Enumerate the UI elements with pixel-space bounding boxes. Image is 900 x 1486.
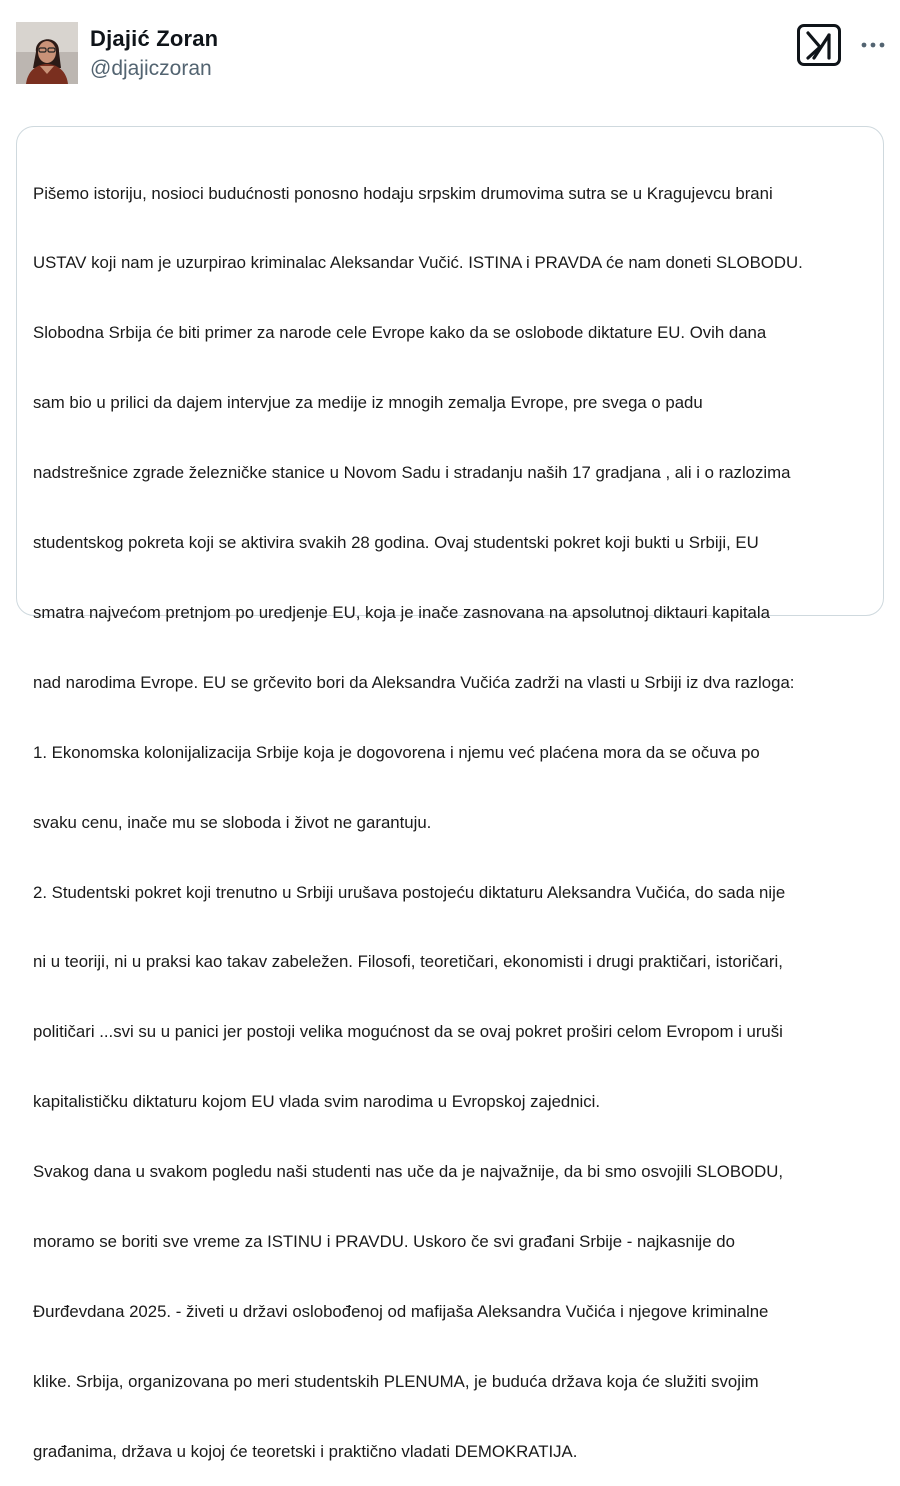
text-line: Pišemo istoriju, nosioci budućnosti ponosno hodaju srpskim drumovima sutra se u Kragujevcu brani (33, 183, 773, 203)
text-line: klike. Srbija, organizovana po meri studentskih PLENUMA, je buduća država koja će služiti svojim (33, 1371, 759, 1391)
display-name[interactable]: Djajić Zoran (90, 26, 219, 51)
text-line: Đurđevdana 2025. - živeti u državi oslobođenoj od mafijaša Aleksandra Vučića i njegove kriminalne (33, 1301, 769, 1321)
text-line: 2. Studentski pokret koji trenutno u Srbiji urušava postojeću diktaturu Aleksandra Vučića, do sada nije (33, 882, 786, 902)
text-line: nad narodima Evrope. EU se grčevito bori da Aleksandra Vučića zadrži na vlasti u Srbiji iz dva razloga: (33, 672, 795, 692)
grok-icon (800, 27, 838, 63)
text-line: građanima, država u kojoj će teoretski i praktično vladati DEMOKRATIJA. (33, 1441, 578, 1461)
handle[interactable]: @djajiczoran (90, 57, 212, 80)
grok-button[interactable] (797, 24, 841, 66)
quoted-text-body (33, 135, 869, 1486)
text-line: moramo se boriti sve vreme za ISTINU i PRAVDU. Uskoro če svi građani Srbije - najkasnije do (33, 1231, 735, 1251)
more-horizontal-icon (858, 30, 888, 60)
text-line: smatra najvećom pretnjom po uredjenje EU, koja je inače zasnovana na apsolutnoj diktauri kapitala (33, 602, 770, 622)
text-line: sam bio u prilici da dajem intervjue za medije iz mnogih zemalja Evrope, pre svega o padu (33, 393, 703, 413)
more-options-button[interactable] (858, 30, 888, 60)
avatar[interactable] (16, 22, 78, 84)
text-line: Svakog dana u svakom pogledu naši studenti nas uče da je najvažnije, da bi smo osvojili SLOBODU, (33, 1162, 783, 1182)
text-line: svaku cenu, inače mu se sloboda i život ne garantuju. (33, 812, 432, 832)
text-line: Slobodna Srbija će biti primer za narode cele Evrope kako da se oslobode diktature EU. Ovih dana (33, 323, 767, 343)
tweet-header (0, 0, 900, 100)
text-line: ni u teoriji, ni u praksi kao takav zabeležen. Filosofi, teoretičari, ekonomisti i drugi praktičari, istoričari, (33, 952, 783, 972)
text-line: političari ...svi su u panici jer postoji velika mogućnost da se ovaj pokret proširi celom Evropom i uruši (33, 1022, 783, 1042)
avatar-image (16, 22, 78, 84)
text-line: studentskog pokreta koji se aktivira svakih 28 godina. Ovaj studentski pokret koji bukti u Srbiji, EU (33, 533, 759, 553)
text-line: nadstrešnice zgrade železničke stanice u Novom Sadu i stradanju naših 17 gradjana , ali i o razlozima (33, 463, 791, 483)
text-line: USTAV koji nam je uzurpirao kriminalac Aleksandar Vučić. ISTINA i PRAVDA će nam doneti SLOBODU. (33, 253, 803, 273)
text-line: kapitalističku diktaturu kojom EU vlada svim narodima u Evropskoj zajednici. (33, 1092, 601, 1112)
text-line: 1. Ekonomska kolonijalizacija Srbije koja je dogovorena i njemu već plaćena mora da se očuva po (33, 742, 760, 762)
